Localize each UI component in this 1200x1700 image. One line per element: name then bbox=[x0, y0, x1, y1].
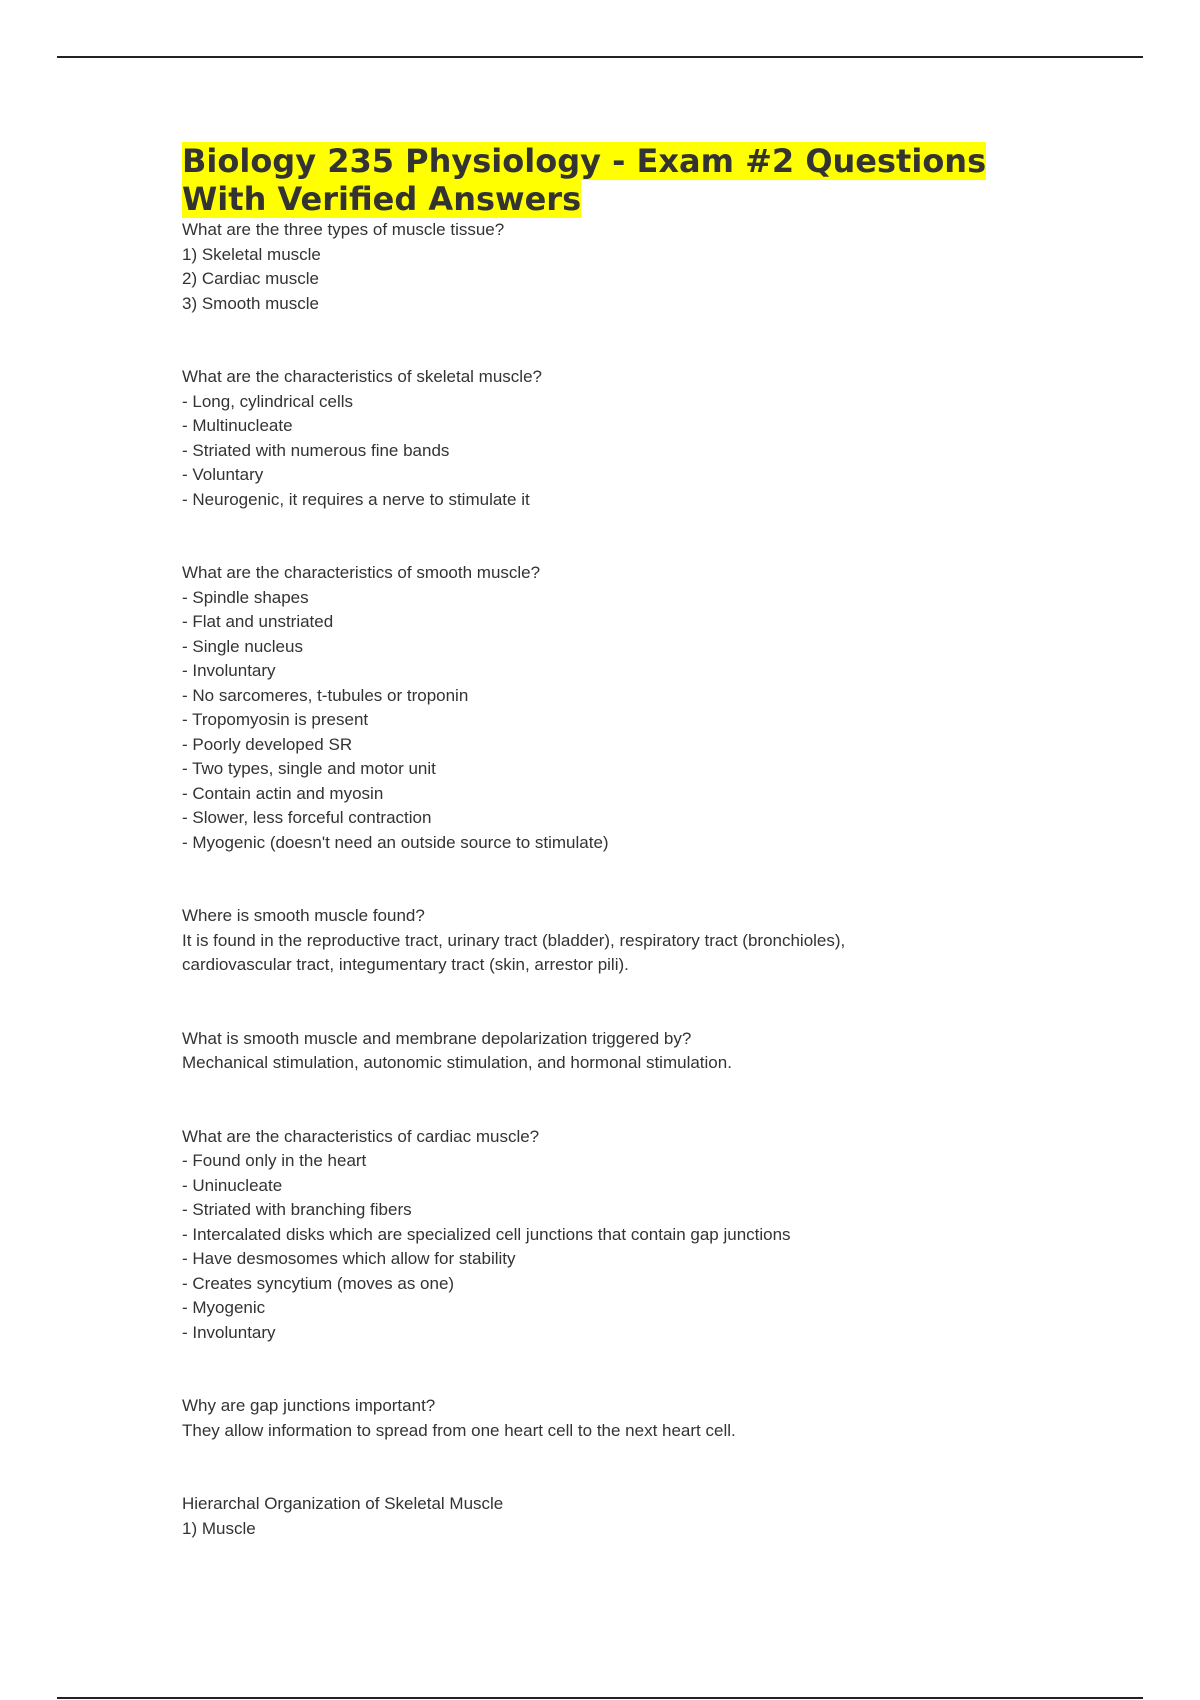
qa-section bbox=[182, 1125, 1082, 1346]
bottom-rule bbox=[57, 1697, 1143, 1699]
answer-line: - Intercalated disks which are specialized cell junctions that contain gap junctions bbox=[182, 1224, 791, 1244]
question: Why are gap junctions important? bbox=[182, 1396, 436, 1415]
answer-line: They allow information to spread from one heart cell to the next heart cell. bbox=[182, 1420, 736, 1440]
question: What is smooth muscle and membrane depolarization triggered by? bbox=[182, 1028, 692, 1048]
answer-line: - Voluntary bbox=[182, 465, 264, 484]
title-line-1: Biology 235 Physiology - Exam #2 Questions bbox=[182, 142, 987, 180]
answer-line: 2) Cardiac muscle bbox=[182, 269, 319, 288]
answer-line: - Long, cylindrical cells bbox=[182, 391, 354, 411]
answer-line: - Creates syncytium (moves as one) bbox=[182, 1273, 455, 1293]
answer-line: - Neurogenic, it requires a nerve to stimulate it bbox=[182, 489, 530, 509]
answer-line: - Multinucleate bbox=[182, 416, 293, 435]
qa-section bbox=[182, 904, 1082, 978]
answer-line: - Striated with numerous fine bands bbox=[182, 440, 450, 460]
answer-line: - Found only in the heart bbox=[182, 1151, 367, 1170]
qa-section bbox=[182, 1492, 1082, 1541]
question: What are the three types of muscle tissue? bbox=[182, 220, 505, 239]
title-line-2: With Verified Answers bbox=[182, 180, 582, 218]
answer-line: - Poorly developed SR bbox=[182, 734, 353, 754]
question: What are the characteristics of skeletal muscle? bbox=[182, 367, 542, 386]
answer-line: 3) Smooth muscle bbox=[182, 293, 319, 313]
qa-section bbox=[182, 218, 1082, 316]
qa-section bbox=[182, 1027, 1082, 1076]
answer-line: - No sarcomeres, t-tubules or troponin bbox=[182, 685, 469, 705]
top-rule bbox=[57, 56, 1143, 58]
answer-line: - Two types, single and motor unit bbox=[182, 759, 436, 778]
answer-line: - Striated with branching fibers bbox=[182, 1200, 412, 1219]
document-title bbox=[182, 142, 1082, 218]
answer-line: - Involuntary bbox=[182, 1322, 276, 1342]
answer-line: cardiovascular tract, integumentary tract (skin, arrestor pili). bbox=[182, 955, 629, 974]
answer-line: - Flat and unstriated bbox=[182, 612, 334, 631]
answer-line: 1) Skeletal muscle bbox=[182, 244, 321, 264]
qa-section bbox=[182, 561, 1082, 855]
answer-line: - Spindle shapes bbox=[182, 587, 309, 607]
question: What are the characteristics of cardiac muscle? bbox=[182, 1126, 540, 1146]
answer-line: - Slower, less forceful contraction bbox=[182, 808, 432, 827]
question: What are the characteristics of smooth muscle? bbox=[182, 563, 541, 582]
document-body bbox=[182, 142, 1082, 1541]
question: Hierarchal Organization of Skeletal Muscle bbox=[182, 1494, 504, 1513]
answer-line: - Myogenic (doesn't need an outside source to stimulate) bbox=[182, 832, 609, 852]
answer-line: - Involuntary bbox=[182, 661, 276, 680]
answer-line: It is found in the reproductive tract, urinary tract (bladder), respiratory tract (bronchioles), bbox=[182, 930, 846, 950]
answer-line: 1) Muscle bbox=[182, 1518, 256, 1538]
question: Where is smooth muscle found? bbox=[182, 906, 425, 925]
answer-line: - Contain actin and myosin bbox=[182, 783, 384, 803]
answer-line: - Tropomyosin is present bbox=[182, 710, 369, 729]
answer-line: Mechanical stimulation, autonomic stimulation, and hormonal stimulation. bbox=[182, 1053, 732, 1072]
answer-line: - Have desmosomes which allow for stability bbox=[182, 1249, 516, 1268]
answer-line: - Single nucleus bbox=[182, 636, 303, 656]
answer-line: - Myogenic bbox=[182, 1298, 266, 1317]
qa-section bbox=[182, 365, 1082, 512]
qa-section bbox=[182, 1394, 1082, 1443]
answer-line: - Uninucleate bbox=[182, 1175, 283, 1195]
